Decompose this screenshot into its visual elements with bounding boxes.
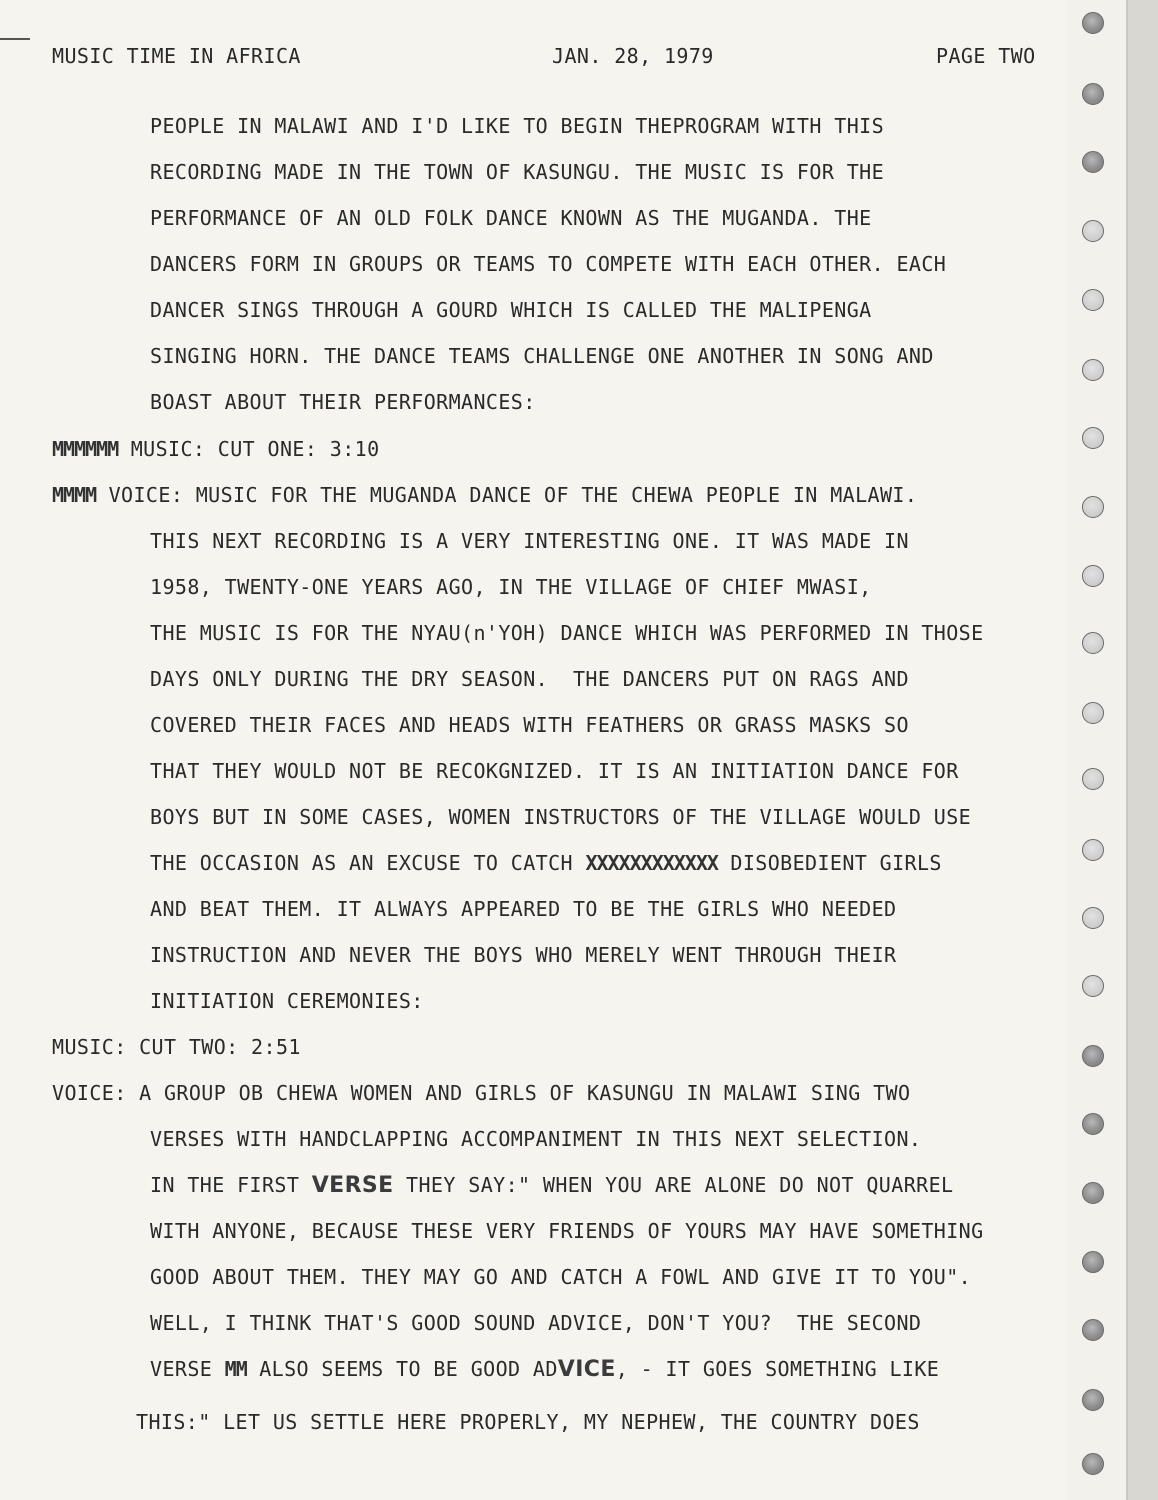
feed-hole [1082,1251,1104,1273]
feed-hole [1082,359,1104,381]
feed-hole [1082,83,1104,105]
feed-hole [1082,1453,1104,1475]
struck-out-text: MMMM [52,483,97,507]
feed-hole [1082,632,1104,654]
feed-hole [1082,427,1104,449]
program-title: MUSIC TIME IN AFRICA [52,44,301,68]
script-line: DANCERS FORM IN GROUPS OR TEAMS TO COMPETE WITH EACH OTHER. EACH [150,252,947,276]
feed-hole [1082,907,1104,929]
handwritten-correction: VICE [557,1357,616,1382]
script-line: SINGING HORN. THE DANCE TEAMS CHALLENGE ONE ANOTHER IN SONG AND [150,344,934,368]
script-line: THIS:" LET US SETTLE HERE PROPERLY, MY NEPHEW, THE COUNTRY DOES [136,1410,920,1434]
script-line: GOOD ABOUT THEM. THEY MAY GO AND CATCH A FOWL AND GIVE IT TO YOU". [150,1265,972,1289]
script-line [150,1173,953,1198]
script-line: INSTRUCTION AND NEVER THE BOYS WHO MERELY WENT THROUGH THEIR [150,943,897,967]
script-line: VERSES WITH HANDCLAPPING ACCOMPANIMENT IN THIS NEXT SELECTION. [150,1127,922,1151]
script-line [150,1357,939,1382]
script-date: JAN. 28, 1979 [552,44,714,68]
script-line: THAT THEY WOULD NOT BE RECOKGNIZED. IT IS AN INITIATION DANCE FOR [150,759,959,783]
script-line: INITIATION CEREMONIES: [150,989,424,1013]
paper-edge-shadow [1126,0,1158,1500]
feed-hole [1082,1182,1104,1204]
line-part: VERSE [150,1357,225,1381]
music-cue: MUSIC: CUT ONE: 3:10 [118,437,380,461]
voice-cue-line [52,483,917,507]
line-part: , - IT GOES SOMETHING LIKE [615,1357,940,1381]
feed-hole [1082,151,1104,173]
script-line: WITH ANYONE, BECAUSE THESE VERY FRIENDS OF YOURS MAY HAVE SOMETHING [150,1219,984,1243]
feed-hole [1082,702,1104,724]
struck-out-text: MMMMMM [52,437,119,461]
feed-hole [1082,220,1104,242]
voice-cue: VOICE: MUSIC FOR THE MUGANDA DANCE OF THE CHEWA PEOPLE IN MALAWI. [96,483,918,507]
script-line: WELL, I THINK THAT'S GOOD SOUND ADVICE, DON'T YOU? THE SECOND [150,1311,922,1335]
voice-cue: VOICE: A GROUP OB CHEWA WOMEN AND GIRLS OF KASUNGU IN MALAWI SING TWO [52,1081,911,1105]
script-line: DANCER SINGS THROUGH A GOURD WHICH IS CALLED THE MALIPENGA [150,298,872,322]
line-part: DISOBEDIENT GIRLS [717,851,942,875]
feed-hole [1082,1319,1104,1341]
script-line: COVERED THEIR FACES AND HEADS WITH FEATHERS OR GRASS MASKS SO [150,713,909,737]
script-line: 1958, TWENTY-ONE YEARS AGO, IN THE VILLAGE OF CHIEF MWASI, [150,575,872,599]
script-line: PEOPLE IN MALAWI AND I'D LIKE TO BEGIN THEPROGRAM WITH THIS [150,114,885,138]
feed-hole [1082,1113,1104,1135]
feed-hole [1082,975,1104,997]
script-line: BOAST ABOUT THEIR PERFORMANCES: [150,390,536,414]
line-part: THEY SAY:" WHEN YOU ARE ALONE DO NOT QUARREL [393,1173,954,1197]
script-line: RECORDING MADE IN THE TOWN OF KASUNGU. THE MUSIC IS FOR THE [150,160,885,184]
line-part: ALSO SEEMS TO BE GOOD AD [246,1357,558,1381]
feed-hole [1082,1389,1104,1411]
script-line: THIS NEXT RECORDING IS A VERY INTERESTING ONE. IT WAS MADE IN [150,529,909,553]
feed-hole [1082,1045,1104,1067]
struck-out-text: XXXXXXXXXXXX [585,851,718,875]
line-part: IN THE FIRST [150,1173,312,1197]
music-cue-line [52,437,380,461]
handwritten-correction: VERSE [311,1173,394,1198]
script-line: BOYS BUT IN SOME CASES, WOMEN INSTRUCTORS OF THE VILLAGE WOULD USE [150,805,972,829]
script-line: PERFORMANCE OF AN OLD FOLK DANCE KNOWN AS THE MUGANDA. THE [150,206,872,230]
line-part: THE OCCASION AS AN EXCUSE TO CATCH [150,851,586,875]
script-line: DAYS ONLY DURING THE DRY SEASON. THE DANCERS PUT ON RAGS AND [150,667,909,691]
feed-hole [1082,768,1104,790]
feed-hole [1082,496,1104,518]
script-line: AND BEAT THEM. IT ALWAYS APPEARED TO BE THE GIRLS WHO NEEDED [150,897,897,921]
page-edge-mark [0,38,30,40]
page-number: PAGE TWO [936,44,1036,68]
feed-hole [1082,289,1104,311]
script-line [150,851,942,875]
script-line: THE MUSIC IS FOR THE NYAU(n'YOH) DANCE WHICH WAS PERFORMED IN THOSE [150,621,984,645]
struck-out-text: MM [224,1357,247,1381]
feed-hole [1082,839,1104,861]
feed-hole [1082,565,1104,587]
feed-hole [1082,12,1104,34]
music-cue: MUSIC: CUT TWO: 2:51 [52,1035,301,1059]
